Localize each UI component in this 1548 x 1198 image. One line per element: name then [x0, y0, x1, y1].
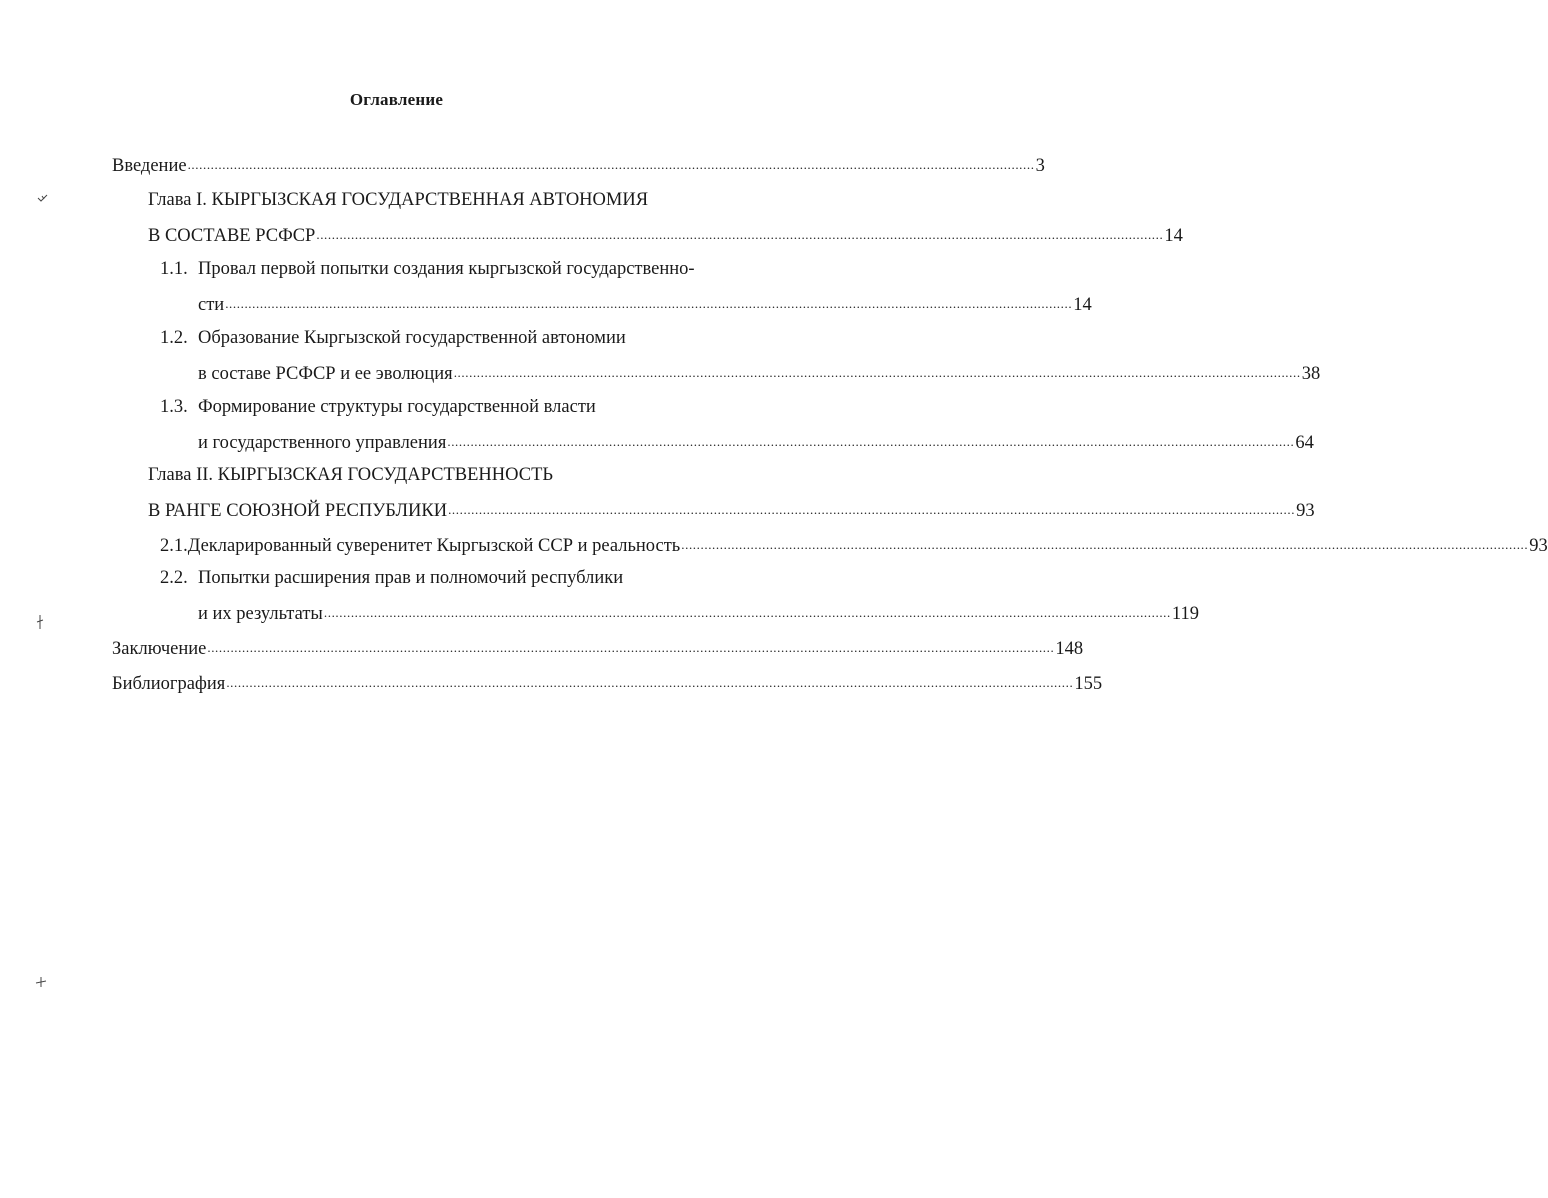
leader-dots: ............................................................................................................................................................................................................................	[187, 157, 1035, 172]
toc-entry-section-1-1[interactable]	[198, 291, 1092, 317]
section-number: 1.2.	[160, 328, 188, 348]
toc-page-number: 93	[1296, 501, 1315, 521]
scan-mark	[34, 614, 46, 630]
toc-page-number: 148	[1055, 639, 1084, 659]
toc-entry-label: и их результаты	[198, 604, 323, 624]
leader-dots: ............................................................................................................................................................................................................................	[225, 296, 1073, 311]
section-number: 1.3.	[160, 397, 188, 417]
toc-entry-label: В РАНГЕ СОЮЗНОЙ РЕСПУБЛИКИ	[148, 501, 448, 521]
leader-dots: ............................................................................................................................................................................................................................	[681, 537, 1529, 552]
section-title: Попытки расширения прав и полномочий республики	[198, 568, 624, 588]
toc-entry-chapter2[interactable]	[148, 497, 1315, 523]
toc-entry-section-2-1[interactable]	[160, 532, 1548, 558]
leader-dots: ............................................................................................................................................................................................................................	[447, 434, 1295, 449]
section-title: Формирование структуры государственной власти	[198, 397, 596, 417]
toc-page-number: 3	[1035, 156, 1045, 176]
toc-entry-label: Заключение	[112, 639, 207, 659]
toc-entry-label: и государственного управления	[198, 433, 447, 453]
toc-page-number: 93	[1529, 536, 1548, 556]
toc-section-1-2-line1[interactable]	[160, 326, 626, 350]
leader-dots: ............................................................................................................................................................................................................................	[448, 502, 1296, 517]
scan-mark	[36, 192, 50, 206]
leader-dots: ............................................................................................................................................................................................................................	[207, 640, 1055, 655]
toc-entry-section-2-2[interactable]	[198, 600, 1199, 626]
leader-dots: ............................................................................................................................................................................................................................	[316, 227, 1164, 242]
section-title: Образование Кыргызской государственной автономии	[198, 328, 626, 348]
section-title: Провал первой попытки создания кыргызской государственно-	[198, 259, 695, 279]
toc-entry-chapter1[interactable]	[148, 222, 1183, 248]
section-number: 2.2.	[160, 568, 188, 588]
toc-entry-bibliography[interactable]	[112, 670, 1103, 696]
leader-dots: ............................................................................................................................................................................................................................	[453, 365, 1301, 380]
toc-page-number: 119	[1171, 604, 1199, 624]
toc-entry-label: Декларированный суверенитет Кыргызской ССР и реальность	[187, 536, 681, 556]
toc-page-number: 14	[1164, 226, 1183, 246]
toc-section-1-1-line1[interactable]	[160, 257, 695, 281]
toc-section-2-2-line1[interactable]	[160, 566, 623, 590]
toc-page-number: 64	[1295, 433, 1314, 453]
toc-entry-conclusion[interactable]	[112, 635, 1084, 661]
toc-chapter1-title-line1[interactable]: Глава I. КЫРГЫЗСКАЯ ГОСУДАРСТВЕННАЯ АВТОНОМИЯ	[148, 190, 649, 210]
toc-page-number: 14	[1073, 295, 1092, 315]
toc-entry-label: Библиография	[112, 674, 226, 694]
toc-entry-section-1-2[interactable]	[198, 360, 1321, 386]
toc-chapter2-title-line1[interactable]: Глава II. КЫРГЫЗСКАЯ ГОСУДАРСТВЕННОСТЬ	[148, 465, 553, 485]
leader-dots: ............................................................................................................................................................................................................................	[323, 605, 1171, 620]
section-number: 2.1.	[160, 536, 188, 556]
leader-dots: ............................................................................................................................................................................................................................	[226, 675, 1074, 690]
toc-entry-label: В СОСТАВЕ РСФСР	[148, 226, 316, 246]
toc-section-1-3-line1[interactable]	[160, 395, 596, 419]
page-title: Оглавление	[349, 90, 444, 109]
toc-entry-label: сти	[198, 295, 225, 315]
toc-entry-label: в составе РСФСР и ее эволюция	[198, 364, 453, 384]
toc-entry-intro[interactable]	[112, 152, 1045, 178]
section-number: 1.1.	[160, 259, 188, 279]
toc-entry-section-1-3[interactable]	[198, 429, 1314, 455]
toc-page-number: 38	[1301, 364, 1321, 384]
scan-mark	[34, 975, 48, 989]
toc-page-number: 155	[1074, 674, 1103, 694]
toc-entry-label: Введение	[112, 156, 187, 176]
